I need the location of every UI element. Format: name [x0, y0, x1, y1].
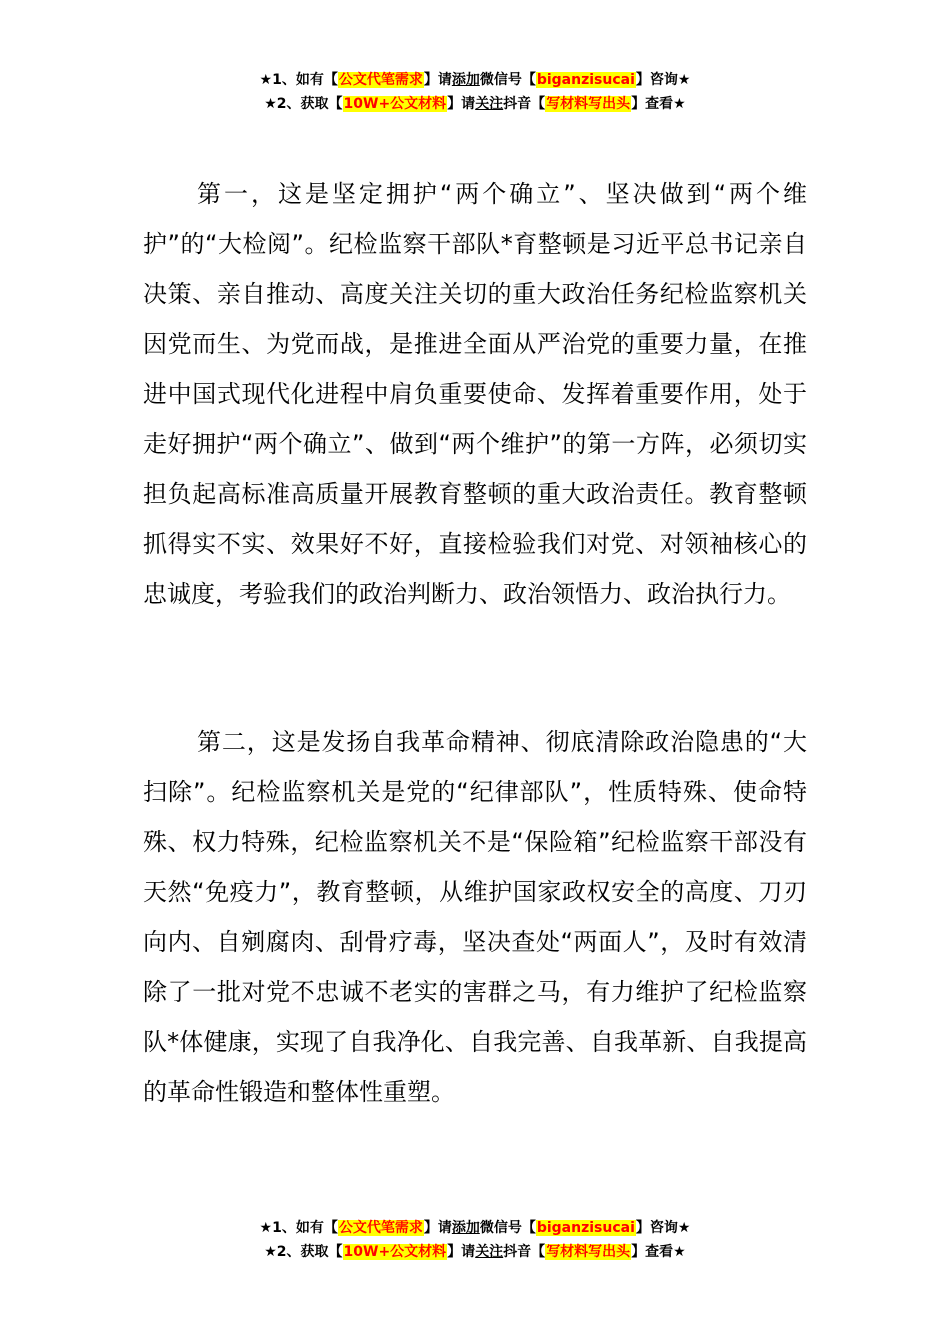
banner-text: 微信号【	[479, 72, 536, 88]
header-banner-line-1	[0, 68, 950, 92]
banner-text: 】咨询★	[635, 1220, 691, 1236]
banner-text: 微信号【	[479, 1220, 536, 1236]
banner-text: ★2、获取【	[264, 1244, 343, 1260]
banner-text: ★1、如有【	[259, 1220, 338, 1236]
banner-text: 】请	[423, 1220, 452, 1236]
footer-banner-line-1	[0, 1216, 950, 1240]
footer-banner-line-2	[0, 1240, 950, 1264]
emphasis-add: 添加	[451, 1220, 480, 1236]
banner-text: 】咨询★	[635, 72, 691, 88]
header-banner	[0, 68, 950, 116]
body-paragraph-1: 第一，这是坚定拥护“两个确立”、坚决做到“两个维护”的“大检阅”。纪检监察干部队*育整顿是习近平总书记亲自决策、亲自推动、高度关注关切的重大政治任务纪检监察机关因党而生、为党而战，是推进全面从严治党的重要力量，在推进中国式现代化进程中肩负重要使命、发挥着重要作用，处于走好拥护“两个确立”、做到“两个维护”的第一方阵，必须切实担负起高标准高质量开展教育整顿的重大政治责任。教育整顿抓得实不实、效果好不好，直接检验我们对党、对领袖核心的忠诚度，考验我们的政治判断力、政治领悟力、政治执行力。	[143, 180, 807, 608]
highlight-materials: 10W+公文材料	[343, 1244, 447, 1260]
highlight-douyin-account: 写材料写出头	[546, 1244, 631, 1260]
highlight-materials: 10W+公文材料	[343, 96, 447, 112]
banner-text: 】查看★	[631, 96, 686, 112]
banner-text: 抖音【	[503, 1244, 546, 1260]
highlight-wechat-id: biganzisucai	[536, 1220, 635, 1236]
emphasis-follow: 关注	[475, 1244, 504, 1260]
highlight-douyin-account: 写材料写出头	[546, 96, 631, 112]
body-paragraph-2: 第二，这是发扬自我革命精神、彻底清除政治隐患的“大扫除”。纪检监察机关是党的“纪律部队”，性质特殊、使命特殊、权力特殊，纪检监察机关不是“保险箱”纪检监察干部没有天然“免疫力”，教育整顿，从维护国家政权安全的高度、刀刃向内、自剜腐肉、刮骨疗毒，坚决查处“两面人”，及时有效清除了一批对党不忠诚不老实的害群之马，有力维护了纪检监察队*体健康，实现了自我净化、自我完善、自我革新、自我提高的革命性锻造和整体性重塑。	[143, 728, 807, 1106]
highlight-wechat-id: biganzisucai	[536, 72, 635, 88]
banner-text: ★2、获取【	[264, 96, 343, 112]
banner-text: 】请	[447, 1244, 476, 1260]
banner-text: ★1、如有【	[259, 72, 338, 88]
banner-text: 】请	[423, 72, 452, 88]
highlight-service: 公文代笔需求	[338, 72, 423, 88]
emphasis-follow: 关注	[475, 96, 504, 112]
emphasis-add: 添加	[451, 72, 480, 88]
banner-text: 】查看★	[631, 1244, 686, 1260]
header-banner-line-2	[0, 92, 950, 116]
banner-text: 抖音【	[503, 96, 546, 112]
footer-banner	[0, 1216, 950, 1264]
highlight-service: 公文代笔需求	[338, 1220, 423, 1236]
banner-text: 】请	[447, 96, 476, 112]
